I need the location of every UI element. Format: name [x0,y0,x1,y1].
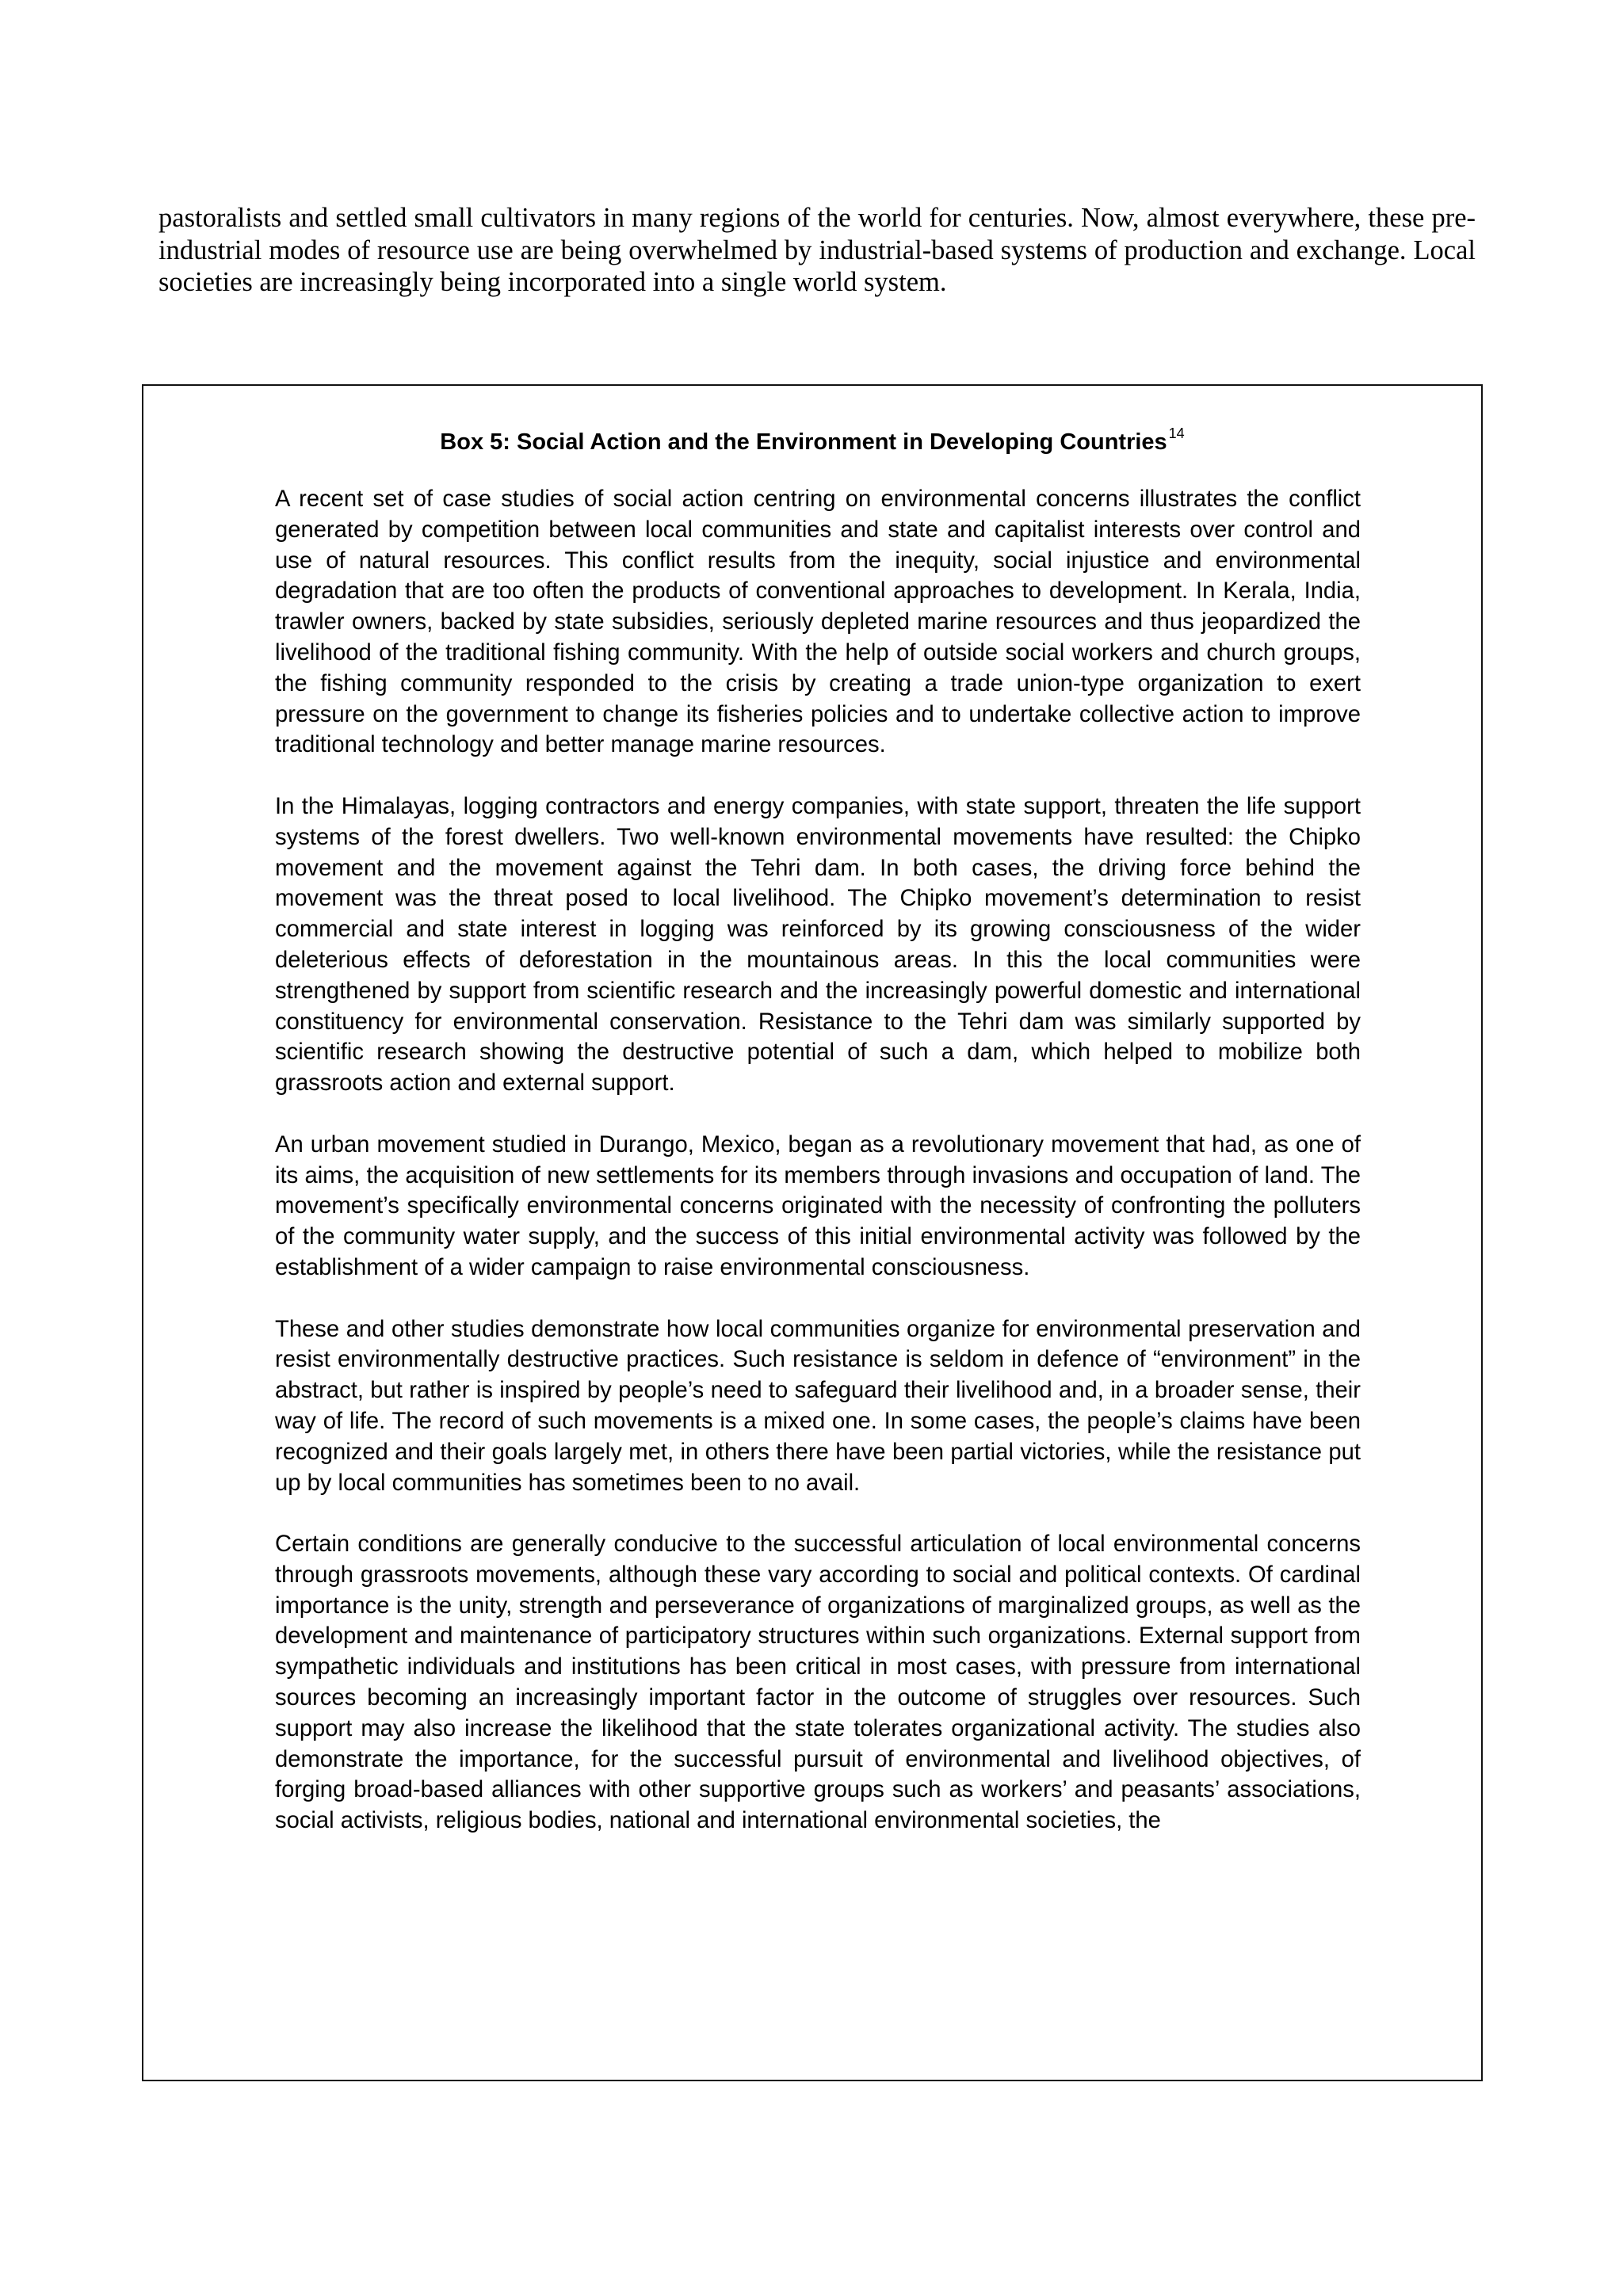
box-paragraph-himalayas: In the Himalayas, logging contractors and energy companies, with state support, threaten the life support systems of the forest dwellers. Two well-known environmental movements have resulted: the Chipko movement and the movement against the Tehri dam. In both cases, the driving force behind the movement was the threat posed to local livelihood. The Chipko movement’s determination to resist commercial and state interest in logging was reinforced by its growing consciousness of the wider deleterious effects of deforestation in the mountainous areas. In this the local communities were strengthened by support from scientific research and the increasingly powerful domestic and international constituency for environmental conservation. Resistance to the Tehri dam was similarly supported by scientific research showing the destructive potential of such a dam, which helped to mobilize both grassroots action and external support. [275,793,1361,1097]
footnote-reference: 14 [1168,425,1185,441]
box-title [143,419,1481,456]
box-paragraph-durango: An urban movement studied in Durango, Mexico, began as a revolutionary movement that had, as one of its aims, the acquisition of new settlements for its members through invasions and occupation of land. The movement’s specifically environmental concerns originated with the necessity of confronting the polluters of the community water supply, and the success of this initial environmental activity was followed by the establishment of a wider campaign to raise environmental consciousness. [275,1131,1361,1280]
intro-paragraph: pastoralists and settled small cultivators in many regions of the world for centuries. Now, almost everywhere, these pre-industrial modes of resource use are being overwhelmed by industrial-based systems of production and exchange. Local societies are increasingly being incorporated into a single world system. [158,203,1476,298]
box-title-text: Box 5: Social Action and the Environment in Developing Countries [440,429,1167,455]
box-paragraph-kerala: A recent set of case studies of social action centring on environmental concerns illustrates the conflict generated by competition between local communities and state and capitalist interests over control and use of natural resources. This conflict results from the inequity, social injustice and environmental degradation that are too often the products of conventional approaches to development. In Kerala, India, trawler owners, backed by state subsidies, seriously depleted marine resources and thus jeopardized the livelihood of the traditional fishing community. With the help of outside social workers and church groups, the fishing community responded to the crisis by creating a trade union-type organization to exert pressure on the government to change its fisheries policies and to undertake collective action to improve traditional technology and better manage marine resources. [275,486,1361,758]
box-5-panel [142,384,1483,2081]
box-paragraph-studies: These and other studies demonstrate how local communities organize for environmental preservation and resist environmentally destructive practices. Such resistance is seldom in defence of “environment” in the abstract, but rather is inspired by people’s need to safeguard their livelihood and, in a broader sense, their way of life. The record of such movements is a mixed one. In some cases, the people’s claims have been recognized and their goals largely met, in others there have been partial victories, while the resistance put up by local communities has sometimes been to no avail. [275,1316,1361,1496]
box-body [275,484,1361,1867]
box-paragraph-conditions: Certain conditions are generally conducive to the successful articulation of local environmental concerns through grassroots movements, although these vary according to social and political contexts. Of cardinal importance is the unity, strength and perseverance of organizations of marginalized groups, as well as the development and maintenance of participatory structures within such organizations. External support from sympathetic individuals and institutions has been critical in most cases, with pressure from international sources becoming an increasingly important factor in the outcome of struggles over resources. Such support may also increase the likelihood that the state tolerates organizational activity. The studies also demonstrate the importance, for the successful pursuit of environmental and livelihood objectives, of forging broad-based alliances with other supportive groups such as workers’ and peasants’ associations, social activists, religious bodies, national and international environmental societies, the [275,1531,1361,1834]
